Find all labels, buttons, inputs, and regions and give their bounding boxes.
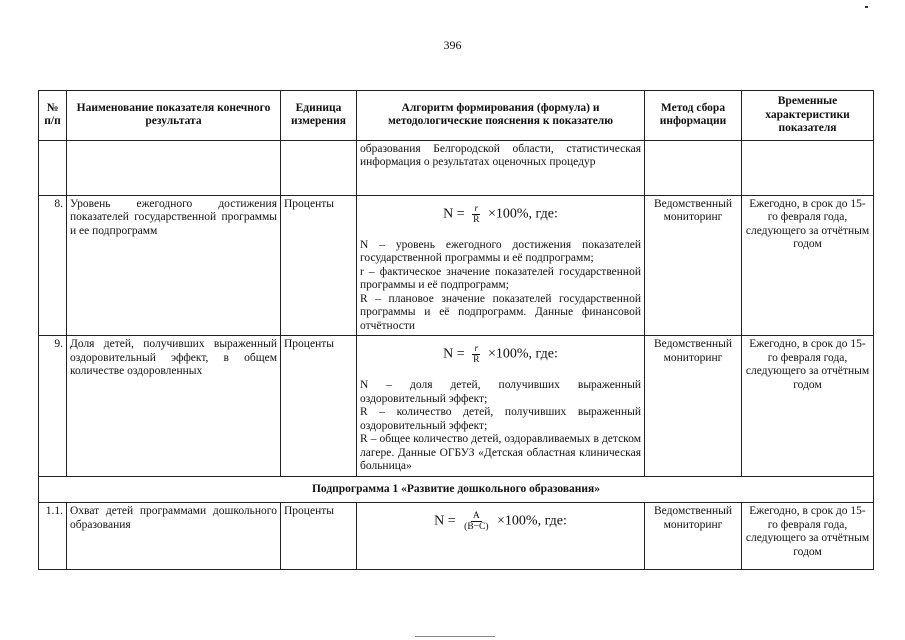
fraction-denominator: R — [473, 355, 480, 365]
explanation-3: R – плановое значение показателей государственной программы и её подпрограмм. Данные финансовой отчётности — [360, 292, 641, 332]
time-characteristics: Ежегодно, в срок до 15-го февраля года, следующего за отчётным годом — [742, 195, 874, 336]
formula — [360, 344, 641, 365]
unit: Проценты — [281, 336, 357, 477]
row-number: 9. — [39, 336, 67, 477]
fraction-denominator: (B−C) — [464, 522, 489, 532]
formula — [360, 204, 641, 225]
continuation-row — [39, 140, 874, 195]
row-number: 8. — [39, 195, 67, 336]
indicator-name: Охват детей программами дошкольного образования — [67, 503, 281, 570]
formula-fraction — [462, 511, 490, 532]
formula-fraction — [471, 344, 481, 365]
header-unit: Единица измерения — [281, 91, 357, 141]
page-number: 396 — [443, 38, 462, 52]
continuation-text: образования Белгородской области, статистическая информация о результатах оценочных процедур — [357, 140, 645, 195]
collection-method: Ведомственный мониторинг — [645, 195, 742, 336]
header-row — [39, 91, 874, 141]
formula-rhs: ×100%, где: — [488, 346, 558, 362]
indicator-name: Доля детей, получивших выраженный оздоровительный эффект, в общем количестве оздоровленных — [67, 336, 281, 477]
header-method: Метод сбора информации — [645, 91, 742, 141]
formula-lhs: N = — [443, 206, 465, 222]
indicators-table — [38, 90, 874, 570]
explanation-2: R – количество детей, получивших выраженный оздоровительный эффект; — [360, 406, 641, 432]
time-characteristics: Ежегодно, в срок до 15-го февраля года, следующего за отчётным годом — [742, 336, 874, 477]
indicator-name: Уровень ежегодного достижения показателей государственной программы и ее подпрограмм — [67, 195, 281, 336]
collection-method: Ведомственный мониторинг — [645, 336, 742, 477]
time-characteristics: Ежегодно, в срок до 15-го февраля года, следующего за отчётным годом — [742, 503, 874, 570]
table-row-9 — [39, 336, 874, 477]
unit: Проценты — [281, 503, 357, 570]
algorithm-cell — [357, 195, 645, 336]
fraction-numerator: r — [474, 344, 479, 354]
formula — [360, 511, 641, 532]
scan-mark — [865, 6, 868, 8]
formula-rhs: ×100%, где: — [488, 206, 558, 222]
formula-lhs: N = — [434, 513, 456, 529]
row-number: 1.1. — [39, 503, 67, 570]
explanation-1: N – доля детей, получивших выраженный оздоровительный эффект; — [360, 379, 641, 405]
collection-method: Ведомственный мониторинг — [645, 503, 742, 570]
fraction-denominator: R — [473, 214, 480, 225]
formula-fraction — [471, 204, 481, 225]
algorithm-cell — [357, 503, 645, 570]
header-algorithm: Алгоритм формирования (формула) и методологические пояснения к показателю — [357, 91, 645, 141]
algorithm-cell — [357, 336, 645, 477]
subprogram-row — [39, 476, 874, 503]
formula-rhs: ×100%, где: — [497, 513, 567, 529]
explanation-1: N – уровень ежегодного достижения показателей государственной программы и её подпрограмм; — [360, 238, 641, 264]
unit: Проценты — [281, 195, 357, 336]
formula-lhs: N = — [443, 346, 465, 362]
fraction-numerator: r — [474, 203, 479, 214]
header-num: № п/п — [39, 91, 67, 141]
explanation-2: r – фактическое значение показателей государственной программы и её подпрограмм; — [360, 265, 641, 291]
fraction-numerator: A — [472, 511, 480, 521]
table-row-8 — [39, 195, 874, 336]
header-name: Наименование показателя конечного результата — [67, 91, 281, 141]
scan-mark — [415, 636, 495, 637]
subprogram-title: Подпрограмма 1 «Развитие дошкольного образования» — [39, 476, 874, 503]
header-time: Временные характеристики показателя — [742, 91, 874, 141]
table-row-1-1 — [39, 503, 874, 570]
explanation-3: R – общее количество детей, оздоравливаемых в детском лагере. Данные ОГБУЗ «Детская областная клиническая больница» — [360, 433, 641, 472]
